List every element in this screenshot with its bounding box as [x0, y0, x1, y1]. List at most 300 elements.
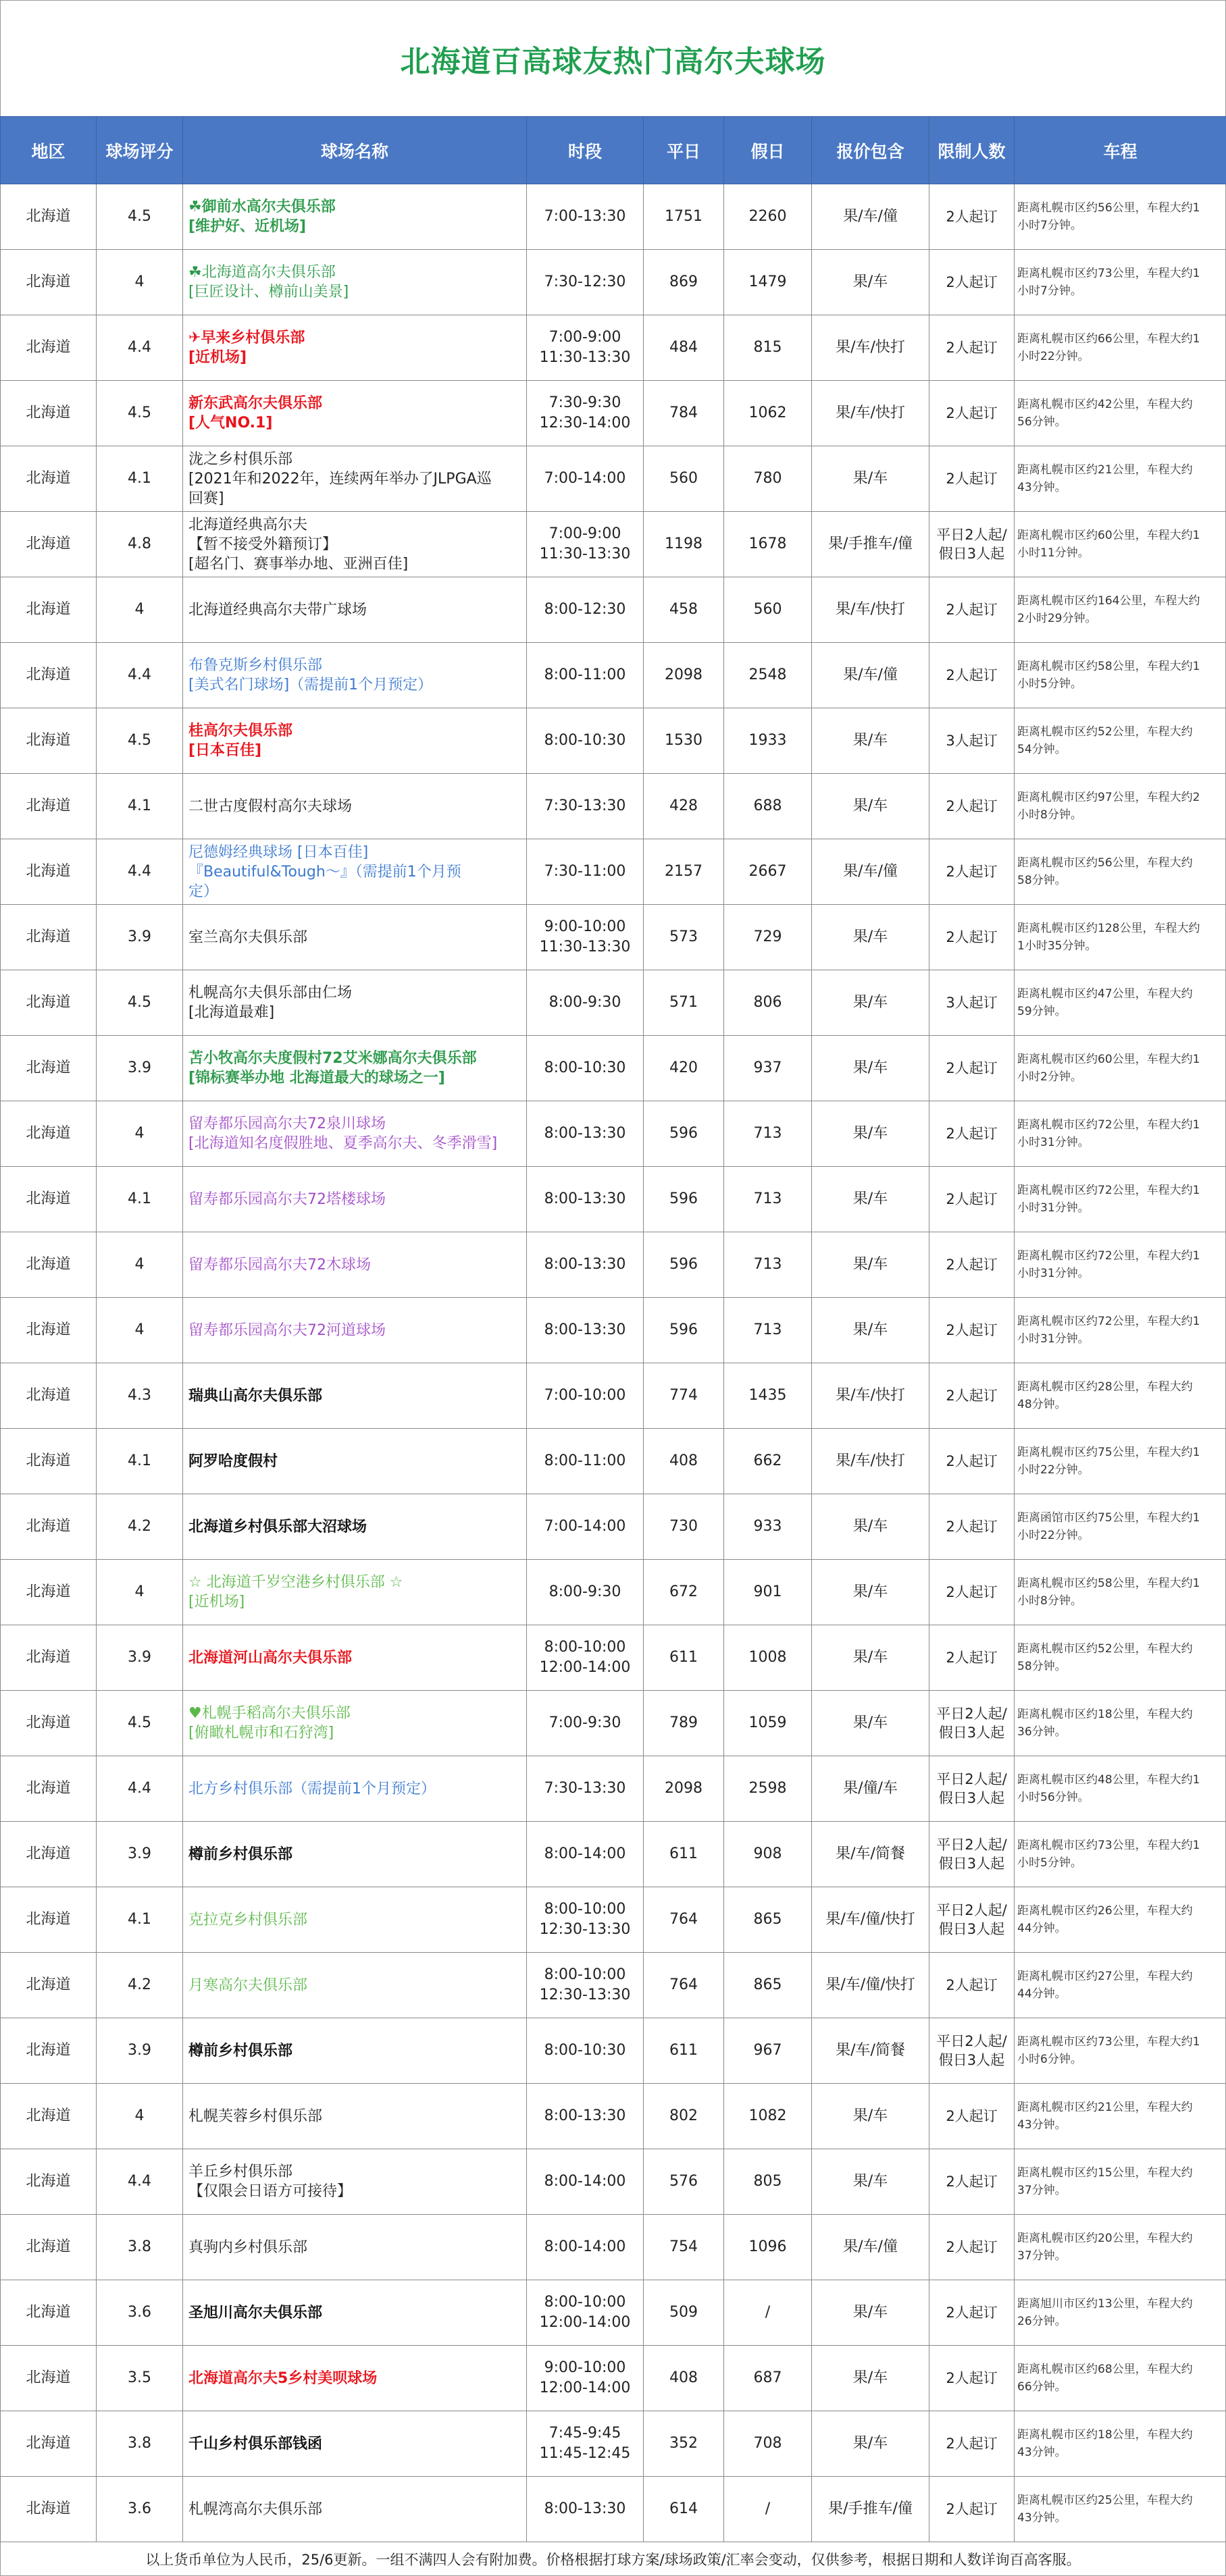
score-cell: 3.9	[97, 905, 183, 970]
area-cell: 北海道	[1, 2280, 97, 2346]
weekday-price-cell: 408	[644, 1429, 724, 1494]
time-slot-line: 8:00-14:00	[544, 2173, 626, 2190]
weekday-price-cell: 420	[644, 1036, 724, 1101]
holiday-price-cell: 1059	[724, 1691, 812, 1756]
course-name-line: 阿罗哈度假村	[188, 1452, 278, 1470]
course-name-line: 千山乡村俱乐部钱函	[188, 2435, 323, 2452]
time-slot-cell	[527, 446, 644, 512]
table-row	[1, 1298, 1226, 1363]
course-name-line: 瑞典山高尔夫俱乐部	[188, 1387, 323, 1404]
course-name-line: [维护好、近机场]	[188, 218, 307, 235]
score-cell: 4.2	[97, 1494, 183, 1560]
score-cell: 4.5	[97, 381, 183, 446]
includes-cell: 果/车	[812, 1101, 929, 1167]
holiday-price-cell: 806	[724, 970, 812, 1036]
drive-time-cell	[1015, 643, 1226, 708]
weekday-price-cell: 560	[644, 446, 724, 512]
time-slot-line: 9:00-10:00	[544, 918, 626, 935]
drive-time-line: 距离札幌市区约75公里，车程大约1	[1017, 1446, 1200, 1459]
drive-time-cell	[1015, 2346, 1226, 2411]
drive-time-cell	[1015, 708, 1226, 774]
time-slot-cell	[527, 1625, 644, 1691]
time-slot-line: 8:00-10:00	[544, 1966, 626, 1983]
drive-time-line: 48分钟。	[1017, 1398, 1067, 1411]
time-slot-line: 11:30-13:30	[539, 939, 631, 955]
drive-time-line: 58分钟。	[1017, 874, 1067, 887]
weekday-price-cell: 428	[644, 774, 724, 839]
score-cell: 4	[97, 1101, 183, 1167]
course-name-line: 定）	[188, 883, 219, 900]
area-cell: 北海道	[1, 1101, 97, 1167]
score-cell: 4	[97, 1232, 183, 1298]
holiday-price-cell: 901	[724, 1560, 812, 1625]
includes-cell: 果/车	[812, 250, 929, 315]
table-row	[1, 1822, 1226, 1887]
holiday-price-cell: 713	[724, 1101, 812, 1167]
area-cell: 北海道	[1, 2477, 97, 2542]
player-limit-line: 2人起订	[946, 1257, 998, 1273]
drive-time-line: 距离札幌市区约72公里，车程大约1	[1017, 1315, 1200, 1328]
table-row	[1, 315, 1226, 381]
includes-cell: 果/车	[812, 2084, 929, 2149]
table-row	[1, 708, 1226, 774]
time-slot-cell	[527, 2346, 644, 2411]
holiday-price-cell: 1933	[724, 708, 812, 774]
includes-cell: 果/车/快打	[812, 577, 929, 643]
weekday-price-cell: 1198	[644, 512, 724, 577]
holiday-price-cell: 1082	[724, 2084, 812, 2149]
player-limit-cell	[929, 2215, 1015, 2280]
course-name-cell	[183, 1953, 527, 2018]
holiday-price-cell: 1435	[724, 1363, 812, 1429]
drive-time-line: 小时31分钟。	[1017, 1332, 1090, 1346]
weekday-price-cell: 596	[644, 1298, 724, 1363]
player-limit-line: 2人起订	[946, 864, 998, 880]
holiday-price-cell: 662	[724, 1429, 812, 1494]
table-row	[1, 1691, 1226, 1756]
drive-time-line: 小时8分钟。	[1017, 808, 1082, 822]
player-limit-cell	[929, 1232, 1015, 1298]
table-row	[1, 1101, 1226, 1167]
drive-time-cell	[1015, 2477, 1226, 2542]
holiday-price-cell: 805	[724, 2149, 812, 2215]
time-slot-cell	[527, 381, 644, 446]
time-slot-line: 8:00-13:30	[544, 1321, 626, 1338]
drive-time-line: 距离札幌市区约48公里，车程大约1	[1017, 1773, 1200, 1787]
player-limit-cell	[929, 315, 1015, 381]
score-cell: 4.5	[97, 708, 183, 774]
time-slot-cell	[527, 1560, 644, 1625]
drive-time-line: 小时6分钟。	[1017, 2053, 1082, 2066]
drive-time-line: 距离札幌市区约73公里，车程大约1	[1017, 1839, 1200, 1852]
drive-time-cell	[1015, 1691, 1226, 1756]
player-limit-line: 2人起订	[946, 798, 998, 814]
weekday-price-cell: 408	[644, 2346, 724, 2411]
drive-time-line: 距离札幌市区约56公里，车程大约1	[1017, 201, 1200, 215]
course-name-line: 樽前乡村俱乐部	[188, 2042, 293, 2059]
drive-time-cell	[1015, 1232, 1226, 1298]
holiday-price-cell: 713	[724, 1232, 812, 1298]
time-slot-line: 7:00-9:00	[548, 329, 621, 346]
time-slot-line: 8:00-9:30	[548, 994, 621, 1011]
player-limit-cell	[929, 708, 1015, 774]
player-limit-line: 2人起订	[946, 2436, 998, 2452]
player-limit-cell	[929, 1756, 1015, 1822]
holiday-price-cell: 687	[724, 2346, 812, 2411]
time-slot-cell	[527, 970, 644, 1036]
player-limit-line: 2人起订	[946, 1322, 998, 1338]
player-limit-cell	[929, 2084, 1015, 2149]
time-slot-cell	[527, 1363, 644, 1429]
player-limit-line: 假日3人起	[938, 1725, 1005, 1741]
player-limit-line: 3人起订	[946, 995, 998, 1011]
area-cell: 北海道	[1, 1756, 97, 1822]
drive-time-line: 43分钟。	[1017, 481, 1067, 494]
drive-time-line: 距离札幌市区约128公里，车程大约	[1017, 922, 1200, 935]
drive-time-cell	[1015, 1429, 1226, 1494]
score-cell: 3.5	[97, 2346, 183, 2411]
time-slot-line: 7:00-9:30	[548, 1714, 621, 1731]
score-cell: 4	[97, 577, 183, 643]
course-name-cell	[183, 1822, 527, 1887]
header-time-slot: 时段	[527, 117, 644, 184]
course-name-line: 北海道高尔夫5乡村美呗球场	[188, 2369, 378, 2387]
drive-time-cell	[1015, 1101, 1226, 1167]
weekday-price-cell: 571	[644, 970, 724, 1036]
time-slot-cell	[527, 1887, 644, 1953]
drive-time-line: 小时5分钟。	[1017, 677, 1082, 691]
includes-cell: 果/车	[812, 905, 929, 970]
player-limit-cell	[929, 577, 1015, 643]
drive-time-line: 小时31分钟。	[1017, 1136, 1090, 1149]
course-name-line: [超名门、赛事举办地、亚洲百佳]	[188, 555, 409, 573]
table-body	[1, 184, 1226, 2542]
course-name-cell	[183, 1494, 527, 1560]
player-limit-cell	[929, 1429, 1015, 1494]
course-name-line: 新东武高尔夫俱乐部	[188, 395, 323, 412]
time-slot-line: 8:00-14:00	[544, 1845, 626, 1862]
time-slot-line: 7:00-14:00	[544, 1518, 626, 1535]
table-row	[1, 381, 1226, 446]
area-cell: 北海道	[1, 839, 97, 905]
drive-time-line: 距离札幌市区约25公里，车程大约	[1017, 2494, 1193, 2507]
weekday-price-cell: 611	[644, 1625, 724, 1691]
table-row	[1, 577, 1226, 643]
includes-cell: 果/车	[812, 1298, 929, 1363]
course-name-line: 泷之乡村俱乐部	[188, 450, 293, 468]
drive-time-line: 44分钟。	[1017, 1922, 1067, 1935]
drive-time-line: 小时22分钟。	[1017, 1529, 1090, 1542]
score-cell: 4.1	[97, 1429, 183, 1494]
table-row	[1, 1887, 1226, 1953]
course-name-cell	[183, 1298, 527, 1363]
area-cell: 北海道	[1, 1625, 97, 1691]
area-cell: 北海道	[1, 2149, 97, 2215]
time-slot-line: 7:00-9:00	[548, 525, 621, 542]
weekday-price-cell: 784	[644, 381, 724, 446]
weekday-price-cell: 1530	[644, 708, 724, 774]
drive-time-cell	[1015, 839, 1226, 905]
includes-cell: 果/车/快打	[812, 315, 929, 381]
area-cell: 北海道	[1, 184, 97, 250]
includes-cell: 果/车	[812, 2411, 929, 2477]
course-name-cell	[183, 1429, 527, 1494]
player-limit-cell	[929, 2018, 1015, 2084]
player-limit-line: 假日3人起	[938, 1790, 1005, 1806]
holiday-price-cell: 1008	[724, 1625, 812, 1691]
player-limit-line: 假日3人起	[938, 546, 1005, 562]
course-name-cell	[183, 577, 527, 643]
drive-time-line: 37分钟。	[1017, 2249, 1067, 2263]
drive-time-line: 距离札幌市区约28公里，车程大约	[1017, 1380, 1193, 1394]
includes-cell: 果/车	[812, 2280, 929, 2346]
holiday-price-cell: 713	[724, 1298, 812, 1363]
drive-time-line: 距离函馆市区约75公里，车程大约1	[1017, 1511, 1200, 1525]
player-limit-line: 2人起订	[946, 471, 998, 487]
table-row	[1, 1625, 1226, 1691]
area-cell: 北海道	[1, 1560, 97, 1625]
player-limit-cell	[929, 1298, 1015, 1363]
area-cell: 北海道	[1, 1232, 97, 1298]
player-limit-line: 2人起订	[946, 2370, 998, 2386]
holiday-price-cell: 708	[724, 2411, 812, 2477]
player-limit-line: 2人起订	[946, 2174, 998, 2190]
player-limit-cell	[929, 905, 1015, 970]
drive-time-line: 56分钟。	[1017, 415, 1067, 429]
area-cell: 北海道	[1, 512, 97, 577]
table-row	[1, 2084, 1226, 2149]
area-cell: 北海道	[1, 970, 97, 1036]
course-name-line: 羊丘乡村俱乐部	[188, 2163, 293, 2180]
player-limit-line: 2人起订	[946, 1977, 998, 1993]
golf-course-table	[0, 116, 1226, 2542]
player-limit-line: 2人起订	[946, 1453, 998, 1469]
course-name-cell	[183, 2215, 527, 2280]
time-slot-line: 8:00-12:30	[544, 601, 626, 618]
course-name-line: 樽前乡村俱乐部	[188, 1845, 293, 1863]
holiday-price-cell: 688	[724, 774, 812, 839]
time-slot-line: 8:00-10:30	[544, 2042, 626, 2059]
course-name-cell	[183, 1101, 527, 1167]
course-name-line: 回赛]	[188, 490, 224, 507]
course-name-line: [美式名门球场]（需提前1个月预定）	[188, 677, 433, 693]
weekday-price-cell: 789	[644, 1691, 724, 1756]
course-name-line: [日本百佳]	[188, 742, 262, 759]
course-name-line: 苫小牧高尔夫度假村72艾米娜高尔夫俱乐部	[188, 1050, 477, 1067]
player-limit-cell	[929, 774, 1015, 839]
holiday-price-cell: 1678	[724, 512, 812, 577]
holiday-price-cell: 967	[724, 2018, 812, 2084]
player-limit-line: 2人起订	[946, 929, 998, 945]
course-name-line: 『Beautiful&Tough～』（需提前1个月预	[188, 863, 461, 880]
area-cell: 北海道	[1, 2215, 97, 2280]
time-slot-line: 8:00-10:00	[544, 1901, 626, 1918]
player-limit-cell	[929, 1691, 1015, 1756]
score-cell: 4.5	[97, 184, 183, 250]
player-limit-cell	[929, 1036, 1015, 1101]
header-includes: 报价包含	[812, 117, 929, 184]
course-name-cell	[183, 1036, 527, 1101]
header-player-limit: 限制人数	[929, 117, 1015, 184]
drive-time-line: 小时22分钟。	[1017, 1463, 1090, 1477]
player-limit-cell	[929, 1167, 1015, 1232]
course-name-cell	[183, 446, 527, 512]
drive-time-line: 小时56分钟。	[1017, 1791, 1090, 1804]
drive-time-line: 小时5分钟。	[1017, 1856, 1082, 1870]
table-row	[1, 839, 1226, 905]
area-cell: 北海道	[1, 1036, 97, 1101]
time-slot-line: 12:00-14:00	[539, 2314, 631, 2331]
holiday-price-cell: /	[724, 2280, 812, 2346]
drive-time-cell	[1015, 184, 1226, 250]
holiday-price-cell: 933	[724, 1494, 812, 1560]
course-name-line: [俯瞰札幌市和石狩湾]	[188, 1725, 334, 1741]
player-limit-line: 平日2人起/	[936, 1771, 1007, 1787]
time-slot-cell	[527, 2411, 644, 2477]
weekday-price-cell: 672	[644, 1560, 724, 1625]
time-slot-line: 8:00-10:30	[544, 1059, 626, 1076]
player-limit-cell	[929, 2149, 1015, 2215]
score-cell: 4.1	[97, 1887, 183, 1953]
score-cell: 4.5	[97, 970, 183, 1036]
course-name-line: 二世古度假村高尔夫球场	[188, 797, 353, 815]
includes-cell: 果/手推车/僮	[812, 2477, 929, 2542]
time-slot-line: 8:00-11:00	[544, 666, 626, 683]
course-name-cell	[183, 2477, 527, 2542]
weekday-price-cell: 764	[644, 1953, 724, 2018]
player-limit-line: 2人起订	[946, 2501, 998, 2517]
includes-cell: 果/车	[812, 708, 929, 774]
time-slot-line: 7:30-13:30	[544, 1780, 626, 1797]
drive-time-cell	[1015, 1494, 1226, 1560]
weekday-price-cell: 611	[644, 2018, 724, 2084]
drive-time-line: 距离札幌市区约66公里，车程大约1	[1017, 332, 1200, 346]
includes-cell: 果/僮/车	[812, 1756, 929, 1822]
drive-time-line: 小时2分钟。	[1017, 1070, 1082, 1084]
includes-cell: 果/车	[812, 1232, 929, 1298]
drive-time-line: 小时8分钟。	[1017, 1594, 1082, 1608]
course-name-line: ♥札幌手稻高尔夫俱乐部	[188, 1705, 351, 1722]
time-slot-line: 11:45-12:45	[539, 2445, 631, 2462]
area-cell: 北海道	[1, 643, 97, 708]
time-slot-line: 7:30-9:30	[548, 394, 621, 411]
course-name-line: 室兰高尔夫俱乐部	[188, 928, 308, 946]
includes-cell: 果/车	[812, 446, 929, 512]
time-slot-line: 8:00-13:30	[544, 1125, 626, 1142]
includes-cell: 果/车	[812, 1691, 929, 1756]
player-limit-cell	[929, 1363, 1015, 1429]
holiday-price-cell: 729	[724, 905, 812, 970]
player-limit-line: 2人起订	[946, 667, 998, 683]
drive-time-line: 58分钟。	[1017, 1660, 1067, 1673]
holiday-price-cell: 2260	[724, 184, 812, 250]
includes-cell: 果/车	[812, 1036, 929, 1101]
course-name-cell	[183, 839, 527, 905]
score-cell: 4.4	[97, 1756, 183, 1822]
player-limit-cell	[929, 1101, 1015, 1167]
drive-time-line: 距离札幌市区约56公里，车程大约	[1017, 856, 1193, 870]
area-cell: 北海道	[1, 1822, 97, 1887]
player-limit-line: 假日3人起	[938, 2052, 1005, 2068]
table-row	[1, 2346, 1226, 2411]
weekday-price-cell: 774	[644, 1363, 724, 1429]
drive-time-line: 小时11分钟。	[1017, 546, 1090, 560]
course-name-line: 真驹内乡村俱乐部	[188, 2238, 308, 2256]
drive-time-line: 59分钟。	[1017, 1005, 1067, 1018]
course-name-line: 留寿都乐园高尔夫72泉川球场	[188, 1115, 386, 1132]
drive-time-line: 26分钟。	[1017, 2315, 1067, 2328]
score-cell: 4	[97, 2084, 183, 2149]
area-cell: 北海道	[1, 2346, 97, 2411]
includes-cell: 果/车/快打	[812, 1429, 929, 1494]
area-cell: 北海道	[1, 905, 97, 970]
includes-cell: 果/车/僮	[812, 839, 929, 905]
drive-time-line: 距离札幌市区约42公里，车程大约	[1017, 398, 1193, 411]
holiday-price-cell: 2548	[724, 643, 812, 708]
drive-time-cell	[1015, 970, 1226, 1036]
includes-cell: 果/车/僮/快打	[812, 1887, 929, 1953]
holiday-price-cell: 1096	[724, 2215, 812, 2280]
drive-time-cell	[1015, 2215, 1226, 2280]
course-name-cell	[183, 708, 527, 774]
table-row	[1, 1494, 1226, 1560]
player-limit-cell	[929, 2280, 1015, 2346]
area-cell: 北海道	[1, 250, 97, 315]
includes-cell: 果/车	[812, 2346, 929, 2411]
weekday-price-cell: 754	[644, 2215, 724, 2280]
drive-time-cell	[1015, 1036, 1226, 1101]
area-cell: 北海道	[1, 1691, 97, 1756]
drive-time-line: 距离札幌市区约68公里，车程大约	[1017, 2363, 1193, 2376]
score-cell: 4.1	[97, 774, 183, 839]
table-row	[1, 2215, 1226, 2280]
time-slot-line: 12:00-14:00	[539, 1659, 631, 1676]
drive-time-line: 距离札幌市区约20公里，车程大约	[1017, 2232, 1193, 2245]
holiday-price-cell: 2667	[724, 839, 812, 905]
time-slot-cell	[527, 2084, 644, 2149]
player-limit-line: 2人起订	[946, 2108, 998, 2124]
table-row	[1, 446, 1226, 512]
course-name-line: ☘北海道高尔夫俱乐部	[188, 264, 336, 281]
player-limit-cell	[929, 1887, 1015, 1953]
header-course-name: 球场名称	[183, 117, 527, 184]
course-name-cell	[183, 1167, 527, 1232]
course-name-cell	[183, 184, 527, 250]
includes-cell: 果/车/简餐	[812, 1822, 929, 1887]
time-slot-cell	[527, 1298, 644, 1363]
player-limit-line: 2人起订	[946, 1126, 998, 1142]
drive-time-cell	[1015, 1298, 1226, 1363]
table-row	[1, 1363, 1226, 1429]
weekday-price-cell: 596	[644, 1232, 724, 1298]
time-slot-cell	[527, 1822, 644, 1887]
area-cell: 北海道	[1, 2411, 97, 2477]
course-name-line: 克拉克乡村俱乐部	[188, 1911, 308, 1928]
time-slot-line: 9:00-10:00	[544, 2359, 626, 2376]
player-limit-line: 2人起订	[946, 2305, 998, 2321]
time-slot-line: 11:30-13:30	[539, 349, 631, 366]
course-name-line: 尼德姆经典球场 [日本百佳]	[188, 843, 369, 861]
time-slot-cell	[527, 1691, 644, 1756]
time-slot-line: 12:30-14:00	[539, 415, 631, 431]
course-name-cell	[183, 1560, 527, 1625]
drive-time-cell	[1015, 774, 1226, 839]
weekday-price-cell: 869	[644, 250, 724, 315]
holiday-price-cell: 1479	[724, 250, 812, 315]
area-cell: 北海道	[1, 446, 97, 512]
drive-time-line: 44分钟。	[1017, 1987, 1067, 2001]
weekday-price-cell: 2098	[644, 643, 724, 708]
